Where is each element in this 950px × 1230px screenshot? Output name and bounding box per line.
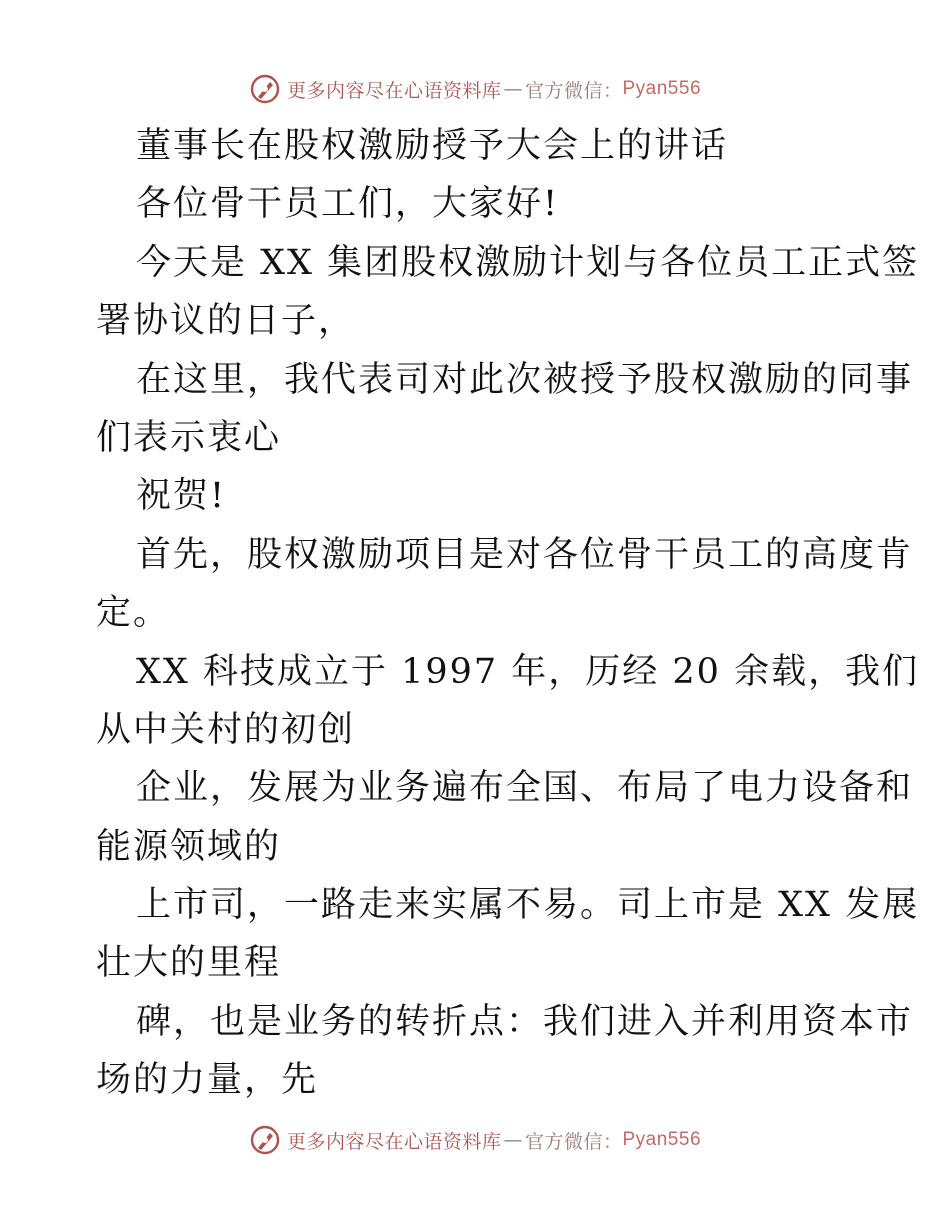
paragraph-line: 场的力量，先 xyxy=(96,1060,319,1101)
paragraph-line: 署协议的日子， xyxy=(96,301,356,342)
paragraph-line: 壮大的里程 xyxy=(96,943,282,984)
paragraph-line: 祝贺! xyxy=(136,476,227,517)
document-body xyxy=(96,117,920,1110)
paragraph-line: 能源领域的 xyxy=(96,826,282,867)
header-watermark-banner xyxy=(0,69,950,109)
paragraph-line: 从中关村的初创 xyxy=(96,709,356,750)
document-title: 董事长在股权激励授予大会上的讲话 xyxy=(136,126,729,166)
paragraph-line: 上市司，一路走来实属不易。司上市是 XX 发展 xyxy=(136,885,920,926)
header-separator: — xyxy=(503,78,523,100)
paragraph-line: 们表示衷心 xyxy=(96,417,282,458)
footer-wechat-label: 官方微信： xyxy=(524,1130,623,1153)
footer-separator: — xyxy=(503,1129,523,1151)
header-promo-text: 更多内容尽在心语资料库 xyxy=(286,79,502,102)
paragraph-line: 今天是 XX 集团股权激励计划与各位员工正式签 xyxy=(136,242,920,283)
footer-wechat-id: Pyan556 xyxy=(622,1129,702,1150)
paragraph-line: 碑，也是业务的转折点：我们进入并利用资本市 xyxy=(136,1001,914,1042)
paragraph-line: 定。 xyxy=(96,593,171,634)
header-wechat-label: 官方微信： xyxy=(524,79,623,102)
header-wechat-id: Pyan556 xyxy=(622,78,702,99)
pen-logo-icon xyxy=(249,1124,281,1156)
paragraph-line: XX 科技成立于 1997 年，历经 20 余载，我们 xyxy=(136,651,920,692)
footer-watermark-banner xyxy=(0,1120,950,1160)
paragraph-line: 企业，发展为业务遍布全国、布局了电力设备和 xyxy=(136,768,914,809)
paragraph-line: 各位骨干员工们，大家好! xyxy=(136,184,560,225)
paragraph-line: 首先，股权激励项目是对各位骨干员工的高度肯 xyxy=(136,534,914,575)
pen-logo-icon xyxy=(249,73,281,105)
paragraph-line: 在这里，我代表司对此次被授予股权激励的同事 xyxy=(136,359,914,400)
footer-promo-text: 更多内容尽在心语资料库 xyxy=(286,1130,502,1153)
